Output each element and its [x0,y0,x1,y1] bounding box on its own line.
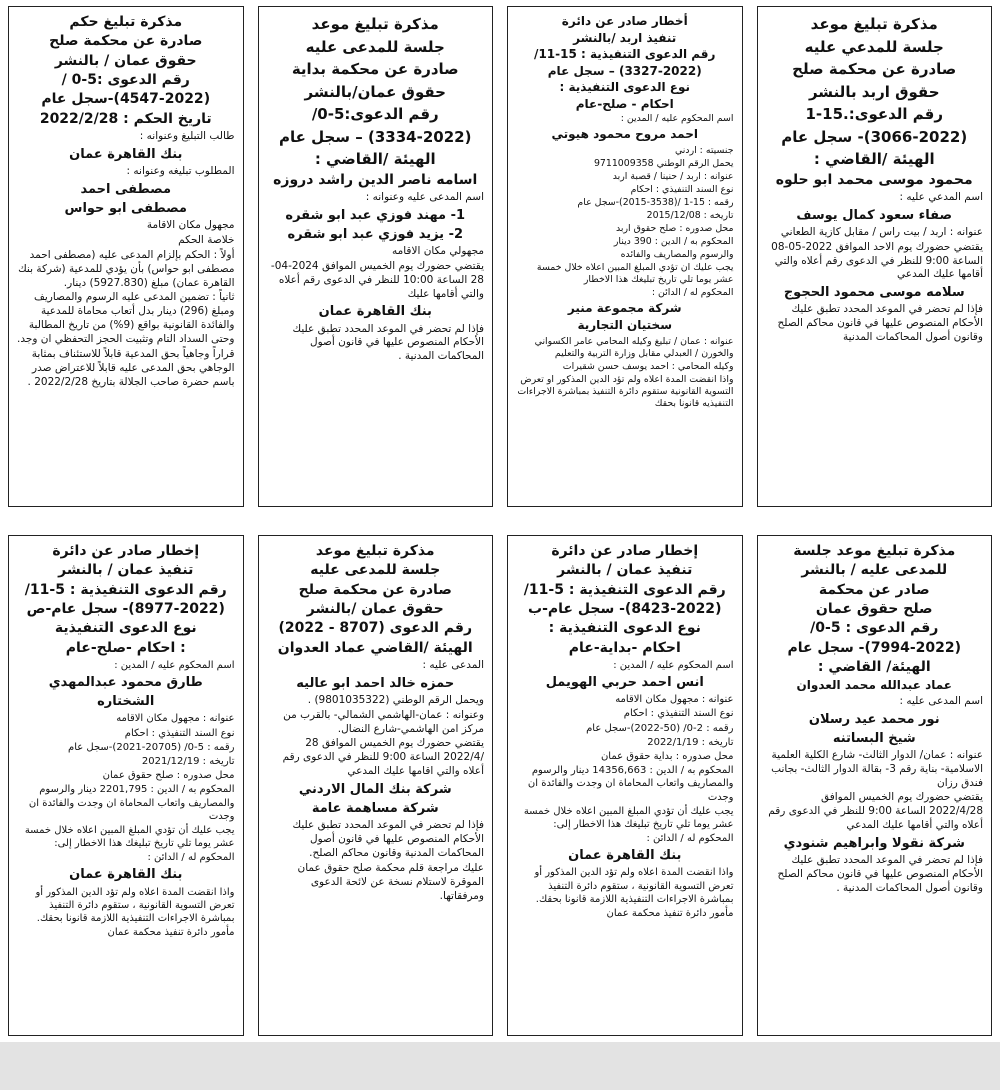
detail: تاريخه : 2021/12/19 [141,755,235,767]
headline: احكام - صلح-عام [575,96,674,111]
paragraph: قراراً وجاهياً بحق المدعية قابلاً للاستئناف بمثابة الوجاهي بحق المدعى عليه قابلاً للاعتراض صدر باسم حضرة صاحب الجلالة بتاريخ 2022/2/28 . [27,347,235,388]
headline: جلسة للمدعى عليه [305,37,445,56]
plaintiff-name: شركة مساهمة عامة [311,801,439,817]
paragraph: فإذا لم تحضر في الموعد المحدد تطبق عليك الأحكام المنصوص عليها في قانون أصول المحاكمات المدنية وقانون محاكم الصلح. [292,819,484,860]
case-number: (8977-2022)- سجل عام-ص [26,600,225,617]
paragraph: يجب عليك ان تؤدي المبلغ المبين اعلاه خلال خمسة عشر يوما تلي تاريخ تبليغك هذا الاخطار [536,261,734,285]
judgment-date: تاريخ الحكم : 2022/2/28 [39,110,212,127]
headline: نوع الدعوى التنفيذية : [548,620,701,637]
address: مجهولي مكان الاقامه [391,244,484,257]
paragraph: فإذا لم تحضر في الموعد المحدد تطبق عليك الأحكام المنصوص عليها في قانون محاكم الصلح وقانون أصول المحاكمات المدنية . [777,854,983,894]
paragraph: ثانياً : تضمين المدعى عليه الرسوم والمصاريف ومبلغ (296) دينار بدل أتعاب محاماة للمدعية والفائدة القانونية بواقع (9%) من تاريخ المطالبة وحتى السداد التام وتثبيت الحجز التحفظي ان وجد. [17,291,235,345]
paragraph: واذا انقضت المدة اعلاه ولم تؤد الدين المذكور أو تعرض التسوية القانونية ، ستقوم دائرة التنفيذ بمباشرة الاجراءات التنفيذية اللازمة قانونا بحقك. [534,867,734,905]
case-number: رقم الدعوى:5-0/ [311,105,439,123]
detail: محل صدوره : بداية حقوق عمان [600,750,734,762]
headline: مذكرة تبليغ موعد [315,543,435,559]
label: المحكوم له / الدائن : [646,833,734,845]
label: اسم المحكوم عليه / المدين : [613,659,734,671]
case-number: رقم الدعوى : 5-0/ [810,620,939,637]
headline: صلح حقوق عمان [815,600,933,617]
notice-hearing-3066 [757,6,993,507]
party-name: الشختاره [97,694,155,710]
detail: محل صدوره : صلح حقوق عمان [102,770,235,782]
notice-execution-8977 [8,535,244,1036]
creditor-name: بنك القاهرة عمان [568,848,682,864]
headline: : احكام -صلح-عام [65,639,186,656]
headline: للمدعى عليه / بالنشر [801,562,948,579]
headline: تنفيذ عمان / بالنشر [557,562,693,579]
notice-hearing-8707 [258,535,494,1036]
headline: إخطار صادر عن دائرة [551,543,699,559]
paragraph: يقتضي حضورك يوم الاحد الموافق 2022-05-08 الساعة 9:00 للنظر في الدعوى رقم أعلاه والتي أقامها عليك المدعي [771,240,983,281]
notice-hearing-3334 [258,6,494,507]
creditor-name: شركة مجموعة منير [567,301,682,316]
address: عنوانه : اربد / بيت راس / مقابل كازية الطعاني [780,225,983,238]
detail: عنوانه : اربد / حنينا / قصبة اربد [612,170,734,182]
detail: نوع السند التنفيذي : احكام [623,708,734,720]
headline: مذكرة تبليغ حكم [69,14,183,30]
headline: صادر عن محكمة [818,581,930,598]
party-name: مصطفى ابو حواس [64,200,187,216]
headline: صادرة عن محكمة صلح [298,581,452,598]
party-name: مصطفى احمد [80,181,172,197]
label: المدعى عليه : [422,658,484,671]
case-number: (3066-2022)- سجل عام [781,127,968,146]
page-footer-band [0,1042,1000,1090]
case-number: رقم الدعوى التنفيذية : 15-11/ [534,47,716,62]
headline: نوع الدعوى التنفيذية [54,620,197,637]
label: اسم المحكوم عليه / المدين : [114,659,235,671]
paragraph: فإذا لم تحضر في الموعد المحدد تطبق عليك الأحكام المنصوص عليها في قانون أصول المحاكمات المدنية . [292,322,484,363]
paragraph: أولاً : الحكم بإلزام المدعى عليه (مصطفى احمد مصطفى ابو حواس) بأن يؤدي للمدعية (شركة بنك القاهرة عمان) مبلغ (5927.830) دينار. [18,248,235,289]
paragraph: واذا انقضت المدة اعلاه ولم تؤد الدين المذكور او تعرض التسوية القانونية ستقوم دائرة التنفيذ بمباشرة الاجراءات التنفيذيه قانونا بحقك [517,373,734,409]
paragraph: يجب عليك أن تؤدي المبلغ المبين اعلاه خلال خمسة عشر يوما تلي تاريخ تبليغك هذا الاخطار إلى: [24,824,235,850]
paragraph: واذا انقضت المدة اعلاه ولم تؤد الدين المذكور أو تعرض التسوية القانونية ، ستقوم دائرة التنفيذ بمباشرة الاجراءات التنفيذية اللازمة قانونا بحقك. [35,886,235,924]
detail: نوع السند التنفيذي : احكام [124,727,235,739]
label: اسم المحكوم عليه / المدين : [620,113,734,125]
notice-judgment-4547 [8,6,244,507]
party-name: 2- يزيد فوزي عبد ابو شقره [287,226,464,242]
detail: تاريخه : 2015/12/08 [646,209,734,221]
creditor-name: بنك القاهرة عمان [69,867,183,883]
headline: الهيئة/ القاضي : [817,658,931,675]
detail: المحكوم به / الدين : 390 دينار [613,235,734,247]
paragraph: عليك مراجعة قلم محكمة صلح حقوق عمان الموقرة لاستلام نسخة عن لائحة الدعوى ومرفقاتها. [297,861,484,902]
plaintiff-name: سلامه موسى محمود الحجوج [783,285,965,301]
judge-name: اسامه ناصر الدين راشد دروزه [273,171,478,188]
case-number: (7994-2022)- سجل عام [787,639,962,656]
headline: تنفيذ اربد /بالنشر [573,30,677,45]
headline: جلسة للمدعى عليه [310,562,441,579]
detail: رقمه : 5-0/ (20705-2021)-سجل عام [68,741,235,753]
label: خلاصة الحكم [178,233,235,246]
headline: احكام -بداية-عام [568,639,681,656]
headline: إخطار صادر عن دائرة [52,543,200,559]
paragraph: فإذا لم تحضر في الموعد المحدد تطبق عليك الأحكام المنصوص عليها في قانون محاكم الصلح وقانون أصول المحاكمات المدنية [777,303,983,344]
party-name: نور محمد عيد رسلان [808,711,940,727]
party-name: شيخ البساتنه [832,730,916,746]
notices-grid [8,6,992,1036]
detail: والرسوم والمصاريف والفائده [620,248,734,260]
paragraph: يقتضي حضورك يوم الخميس الموافق 2024-04-28 الساعة 10:00 للنظر في الدعوى رقم أعلاه والتي أقامها عليك [270,259,484,300]
case-number: رقم الدعوى التنفيذية : 5-11/ [523,581,726,598]
headline: حقوق اربد بالنشر [808,82,940,101]
headline: نوع الدعوى التنفيذية : [559,80,690,95]
notice-execution-8423 [507,535,743,1036]
label: المطلوب تبليغه وعنوانه : [126,164,235,177]
notice-execution-3327 [507,6,743,507]
paragraph: يقتضي حضورك يوم الخميس الموافق 2022/4/28 الساعة 9:00 للنظر في الدعوى رقم أعلاه والتي أقامها عليك المدعي [768,791,983,832]
detail: ويحمل الرقم الوطني (9801035322) . [307,693,484,706]
case-number: رقم الدعوى (8707 - 2022) [278,620,473,637]
plaintiff-name: شركة بنك المال الاردني [298,782,452,798]
notice-hearing-7994 [757,535,993,1036]
signature: مأمور دائرة تنفيذ محكمة عمان [107,927,235,939]
headline: حقوق عمان / بالنشر [54,52,197,69]
headline: مذكرة تبليغ موعد [311,15,439,33]
party-name: انس احمد حربي الهويمل [545,675,704,691]
label: المحكوم له / الدائن : [651,287,734,299]
detail: وكيله المحامي : احمد يوسف حسن شقيرات [562,360,734,372]
party-name: حمزه خالد احمد ابو عاليه [296,675,455,691]
detail: محل صدوره : صلح حقوق اربد [615,222,734,234]
address: وعنوانه : عمان-الهاشمي الشمالي- بالقرب من مركز امن الهاشمي-شارع النضال. [283,708,484,735]
headline: مذكرة تبليغ موعد [810,15,938,33]
headline: صادرة عن محكمة بداية [291,60,459,78]
paragraph: يجب عليك أن تؤدي المبلغ المبين اعلاه خلال خمسة عشر يوما تلي تاريخ تبليغك هذا الاخطار إلى: [523,805,734,830]
party-name: احمد مروح محمود هيوتي [551,127,698,142]
detail: يحمل الرقم الوطني 9711009358 [593,157,734,169]
plaintiff-name: بنك القاهرة عمان [318,304,432,320]
case-number: رقم الدعوى:.15-1 [805,105,944,123]
party-name: 1- مهند فوزي عبد ابو شقره [285,207,466,223]
headline: تنفيذ عمان / بالنشر [58,562,194,579]
judge-name: الهيئة /القاضي عماد العدوان [277,639,473,656]
label: اسم المدعى عليه وعنوانه : [365,190,484,203]
party-name: صفاء سعود كمال يوسف [796,207,953,223]
creditor-name: سختيان التجارية [577,318,673,333]
signature: مأمور دائرة تنفيذ محكمة عمان [606,908,734,919]
headline: الهيئة /القاضي : [813,150,935,168]
detail: رقمه : 15-1 /(3538-2015)-سجل عام [577,196,734,208]
paragraph: يقتضي حضورك يوم الخميس الموافق 28 /2022/4 الساعة 9:00 للنظر في الدعوى رقم أعلاه والتي اقامها عليك المدعي [282,737,484,778]
case-number: (4547-2022)-سجل عام [41,91,211,108]
case-number: رقم الدعوى :5-0 / [61,71,190,88]
label: طالب التبليغ وعنوانه : [139,129,235,142]
plaintiff-name: شركة نقولا وابراهيم شنودي [783,836,965,852]
case-number: (3334-2022) – سجل عام [279,127,472,146]
case-number: رقم الدعوى التنفيذية : 5-11/ [24,581,227,598]
party-name: طارق محمود عبدالمهدي [48,675,203,691]
address: عنوانه : عمان/ الدوار الثالث- شارع الكلية العلمية الاسلامية- بناية رقم 3- بقالة الدوار الثالث- بجانب فندق رزان [771,748,983,789]
party-name: بنك القاهرة عمان [69,146,183,162]
headline: أخطار صادر عن دائرة [561,14,688,28]
headline: جلسة للمدعي عليه [804,37,944,56]
detail: تاريخه : 2022/1/19 [647,736,734,748]
paragraph: عنوانه : عمان / تبليغ وكيله المحامي عامر الكسواني والخورن / العبدلي مقابل وزارة التربية والتعليم [534,335,734,359]
detail: نوع السند التنفيذي : احكام [630,183,734,195]
label: اسم المدعي عليه : [899,190,983,203]
judge-name: عماد عبدالله محمد العدوان [796,678,952,693]
headline: صادرة عن محكمة صلح [792,60,957,78]
headline: مذكرة تبليغ موعد جلسة [793,543,956,559]
detail: جنسيته : اردني [674,144,734,156]
label: المحكوم له / الدائن : [147,852,235,864]
label: اسم المدعى عليه : [899,694,983,707]
detail: رقمه : 2-0/ (50-2022)-سجل عام [586,722,734,734]
detail: عنوانه : مجهول مكان الاقامه [116,713,235,725]
headline: حقوق عمان/بالنشر [304,82,446,101]
detail: المحكوم به / الدين : 14356,663 دينار والرسوم والمصاريف واتعاب المحاماة ان وجدت والفائدة ان وجدت [527,765,734,803]
headline: صادرة عن محكمة صلح [49,33,203,50]
headline: حقوق عمان /بالنشر [306,600,444,617]
address: مجهول مكان الاقامة [146,219,235,232]
judge-name: محمود موسى محمد ابو حلوه [775,171,973,188]
detail: المحكوم به / الدين : 2201,795 دينار والرسوم والمصاريف واتعاب المحاماة ان وجدت والفائدة ان وجدت [28,784,235,822]
case-number: (8423-2022)- سجل عام-ب [528,600,722,617]
headline: الهيئة /القاضي : [314,150,436,168]
detail: عنوانه : مجهول مكان الاقامه [615,694,734,706]
case-number: (3327-2022) – سجل عام [547,63,702,78]
